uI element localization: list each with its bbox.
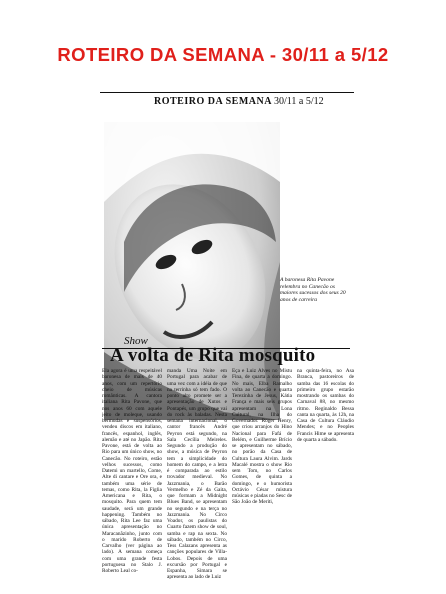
article-column-2 bbox=[167, 368, 227, 580]
article-column-4 bbox=[297, 368, 354, 580]
article-text: Ela agora é uma respeitável baronesa de mais de 40 anos, com um repertório cheio de músicas românticas. A cantora italiana Rita Pavone, que nos anos 60 com aquele jeito de moleque, usando bermudas e suspensórios, vendeu discos em italiano, francês, espanhol, inglês, alemão e até no Japão. Rita Pavone, está de volta ao Rio para um único show, no Canecão. No roteiro, estão velhos sucessos, como Datemi un martello, Come, Alte di cantare e Ore ora, e também uma série de temas, como Rita, la Figlia Americana e Rita, o mosquito. Para quem tem saudade, será um grande happening. Também no sábado, Rita Lee faz uma única apresentação no Maracanãzinho, junto com o marido Roberto de Carvalho (ver página ao lado). A semana começa com uma grande festa portuguesa no Stalo J. Roberto Leal co- bbox=[102, 368, 162, 574]
article-column-1 bbox=[102, 368, 162, 580]
clipping-header-title: ROTEIRO DA SEMANA bbox=[154, 96, 272, 107]
article-headline: A volta de Rita mosquito bbox=[110, 345, 316, 366]
article-text: na quinta-feira, no Asa Branca, pastoreiros de samba das 16 escolas do primeiro grupo estarão mostrando os sambas do Carnaval 88, no mesmo ritmo. Reginaldo Bessa canta na quarta, às 12h, na Casa de Cultura Cláudio Mendes; e no Peoples Francis Hime se apresenta de quarta a sábado. bbox=[297, 368, 354, 443]
article-text: manda Uma Noite em Portugal para acabar de uma vez com a idéia de que na terrinha só tem fado. O ponto alto promete ser a apresentação de Xutos e Pontapés, um grupo que vai do rock às baladas. Nesta semana internacional, o cantor francês André Peyron está segundo, na Sala Cecília Meireles. Segundo a produção do show, a música de Peyron tem a simplicidade do homem do campo, e a letra é comparada ao estilo trovador medieval. No Jazzmania, o Barão Vermelho e Zé da Gaita, que formam a Midnight Blues Band, se apresentam no segundo e na terça no Jazzmania. No Circo Voador, os paulistas do Cuarto fazem show de soul, samba e rap na sexta. No sábado, também no Circo, Tess Calazans apresenta as canções populares de Villa-Lobos. Depois de uma excursão por Portugal e Espanha, Simara se apresenta ao lado de Luiz bbox=[167, 368, 227, 580]
photo-caption: A baronesa Rita Pavone relembra no Canecão os maiores sucessos dos seus 20 anos de carreira bbox=[280, 277, 346, 303]
clipping-header bbox=[100, 92, 354, 107]
clipping-header-dates: 30/11 a 5/12 bbox=[274, 96, 324, 107]
page-title: ROTEIRO DA SEMANA - 30/11 a 5/12 bbox=[57, 44, 389, 65]
section-label: Show bbox=[124, 335, 148, 347]
article-text: Eça e Luiz Alves no Mistu Fina, de quarta a domingo. No mais, Elba Ramalho volta ao Canecão e quarta Terezinha de Jesus, Kátia França e mais seis grupos apresentam na Lona Cultural, na Ilha do Governador. Roger Henry, que criou arranjos do Hino Nacional para Fafá de Belém, e Guilherme Brício se apresentam no sábado, no porão da Casa de Cultura Laura Alvim. Jards Macalé mostra o show Rio sem Tom, no Carlos Gomes, de quinta a domingo, e o humorista Octávio César mistura músicas e piadas no Sesc de São João de Meriti, bbox=[232, 368, 292, 506]
newspaper-clipping bbox=[92, 92, 354, 584]
article-column-3 bbox=[232, 368, 292, 580]
